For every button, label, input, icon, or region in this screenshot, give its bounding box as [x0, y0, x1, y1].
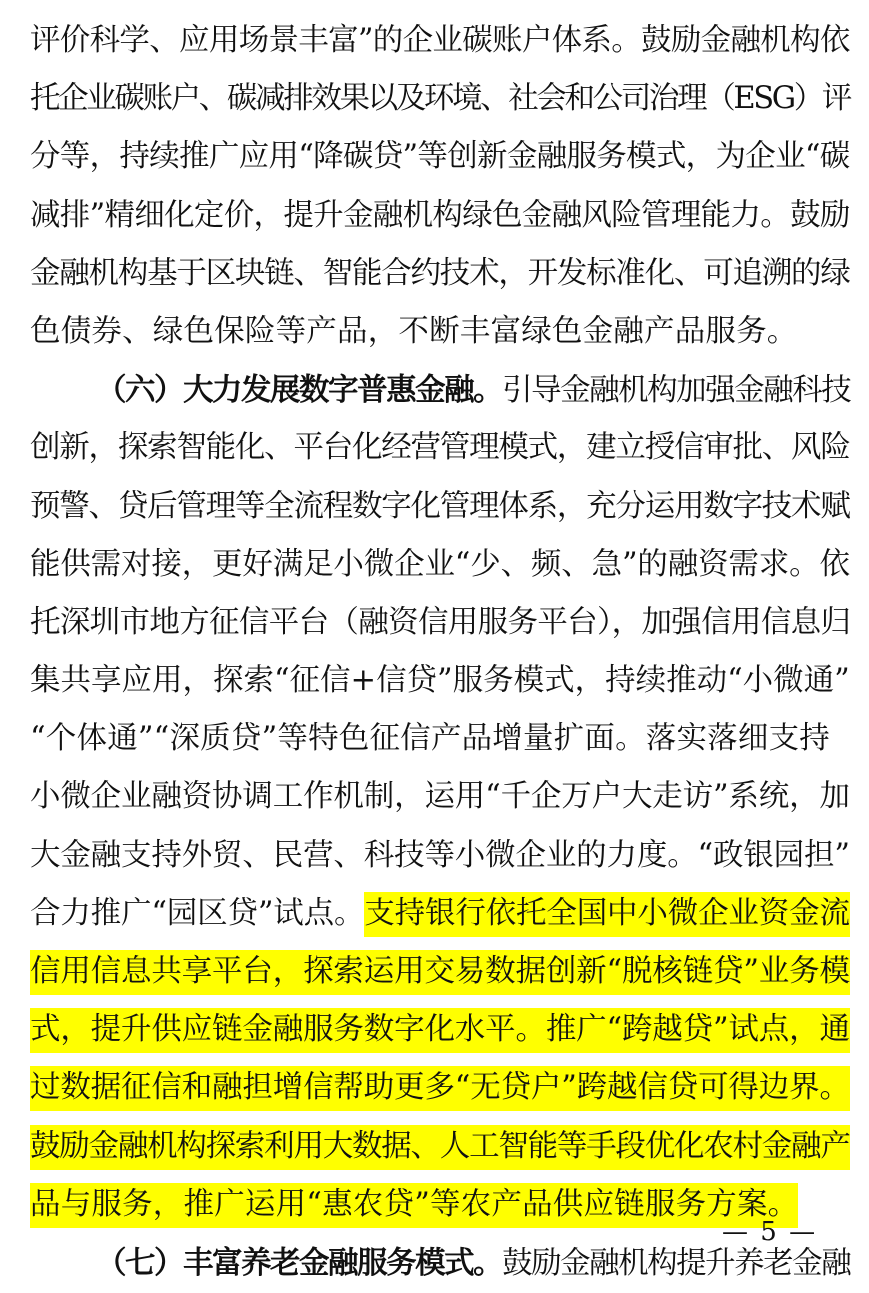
body-text: 减排”精细化定价，提升金融机构绿色金融风险管理能力。鼓励 — [30, 197, 850, 233]
highlighted-text: 支持银行依托全国中小微企业资金流 — [364, 892, 850, 937]
document-page — [30, 12, 850, 1292]
text-line — [30, 885, 850, 943]
body-text: 小微企业融资协调工作机制，运用“千企万户大走访”系统，加 — [30, 779, 850, 815]
body-text: 色债券、绿色保险等产品，不断丰富绿色金融产品服务。 — [30, 313, 798, 349]
text-line — [30, 1059, 850, 1117]
body-text: 集共享应用，探索“征信+信贷”服务模式，持续推动“小微通” — [30, 663, 850, 699]
text-line — [30, 361, 850, 419]
text-line — [30, 827, 850, 885]
text-line — [30, 70, 850, 128]
section-heading: （六）大力发展数字普惠金融。 — [96, 372, 503, 409]
body-text: 托企业碳账户、碳减排效果以及环境、社会和公司治理（ESG）评 — [30, 81, 851, 117]
highlighted-text: 鼓励金融机构探索利用大数据、人工智能等手段优化农村金融产 — [30, 1125, 850, 1170]
text-line — [30, 128, 850, 186]
text-line — [30, 1001, 850, 1059]
body-text: 金融机构基于区块链、智能合约技术，开发标准化、可追溯的绿 — [30, 255, 850, 291]
highlighted-text: 过数据征信和融担增信帮助更多“无贷户”跨越信贷可得边界。 — [30, 1066, 850, 1111]
section-heading: （七）丰富养老金融服务模式。 — [96, 1244, 503, 1281]
body-text: 能供需对接，更好满足小微企业“少、频、急”的融资需求。依 — [30, 546, 850, 582]
text-line — [30, 303, 850, 361]
text-line — [30, 943, 850, 1001]
body-text: 鼓励金融机构提升养老金融 — [502, 1245, 851, 1281]
highlighted-text: 式，提升供应链金融服务数字化水平。推广“跨越贷”试点，通 — [30, 1008, 850, 1053]
body-text: 评价科学、应用场景丰富”的企业碳账户体系。鼓励金融机构依 — [30, 23, 850, 58]
text-line — [30, 652, 850, 710]
highlighted-text: 品与服务，推广运用“惠农贷”等农产品供应链服务方案。 — [30, 1183, 798, 1228]
text-line — [30, 419, 850, 477]
text-line — [30, 594, 850, 652]
text-line — [30, 478, 850, 536]
body-text: 引导金融机构加强金融科技 — [502, 373, 851, 409]
text-line — [30, 710, 850, 768]
body-text: “个体通”“深质贷”等特色征信产品增量扩面。落实落细支持 — [30, 721, 830, 757]
text-line — [30, 245, 850, 303]
body-text: 托深圳市地方征信平台（融资信用服务平台），加强信用信息归 — [30, 604, 851, 640]
text-line — [30, 536, 850, 594]
highlighted-text: 信用信息共享平台，探索运用交易数据创新“脱核链贷”业务模 — [30, 950, 850, 995]
body-text: 预警、贷后管理等全流程数字化管理体系，充分运用数字技术赋 — [30, 488, 850, 524]
text-line — [30, 187, 850, 245]
text-line — [30, 1118, 850, 1176]
text-line — [30, 768, 850, 826]
body-text: 大金融支持外贸、民营、科技等小微企业的力度。“政银园担” — [30, 837, 850, 873]
body-text: 分等，持续推广应用“降碳贷”等创新金融服务模式，为企业“碳 — [30, 139, 850, 175]
text-line — [30, 12, 850, 70]
body-text: 合力推广“园区贷”试点。 — [30, 895, 365, 931]
body-text: 创新，探索智能化、平台化经营管理模式，建立授信审批、风险 — [30, 430, 850, 466]
page-number: — 5 — — [722, 1217, 818, 1247]
